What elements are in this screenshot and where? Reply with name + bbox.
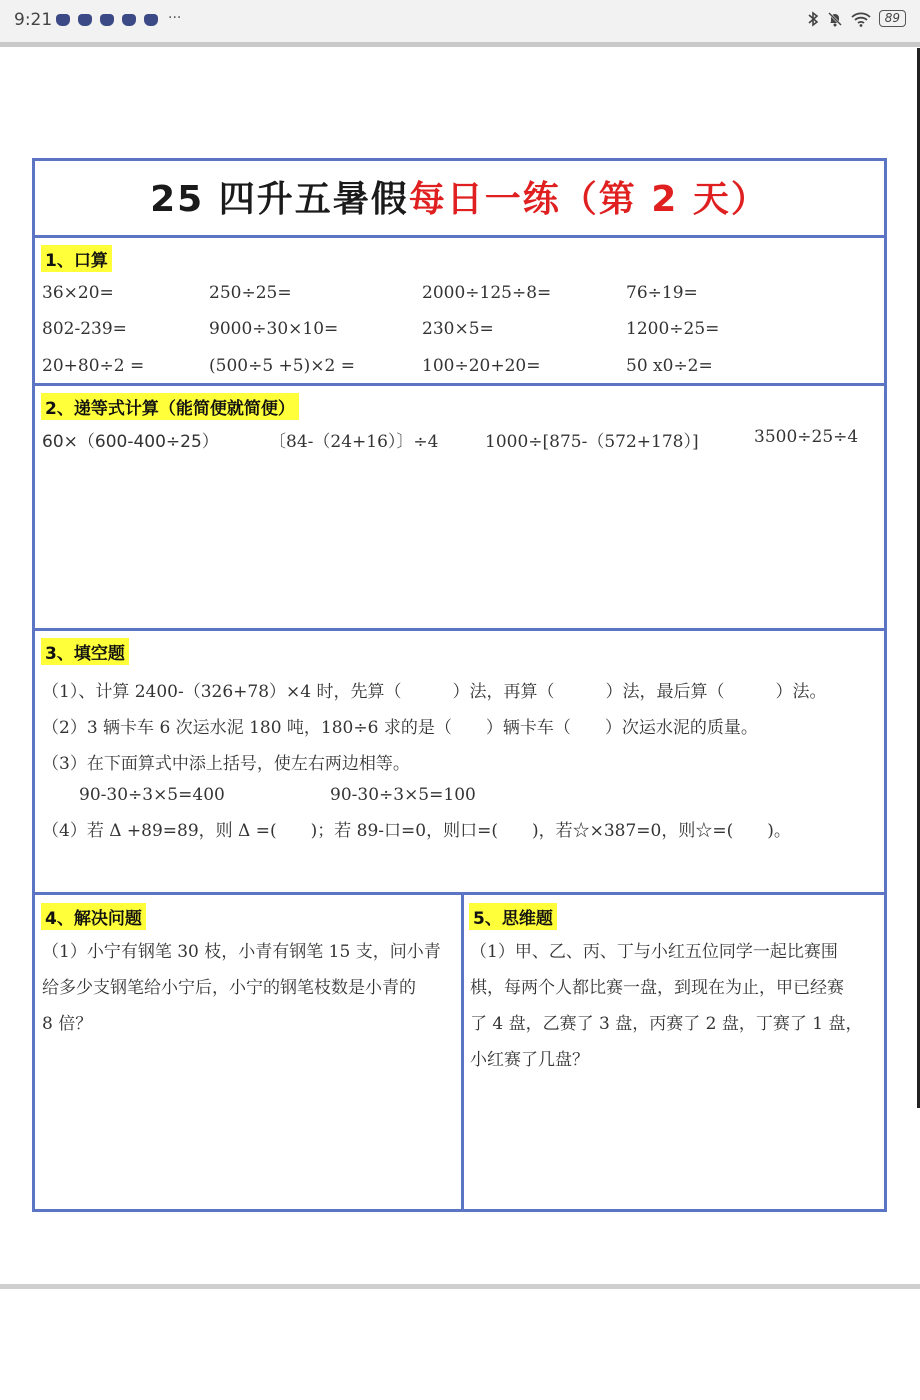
equation-item: 90-30÷3×5=400 <box>79 785 225 805</box>
step-calc-item: 〔84-（24+16）〕÷4 <box>269 432 439 452</box>
oral-calc-item: 76÷19= <box>626 283 698 303</box>
step-calc-item: 3500÷25÷4 <box>754 427 859 447</box>
oral-calc-item: 230×5= <box>422 319 494 339</box>
app-notification-icon <box>56 14 70 26</box>
oral-calc-item: 50 x0÷2= <box>626 356 713 376</box>
more-notifications-icon: ··· <box>168 10 182 26</box>
problem-line: 8 倍？ <box>42 1014 93 1034</box>
battery-icon: 89 <box>879 10 906 27</box>
section-3-heading: 3、填空题 <box>41 638 129 665</box>
problem-line: 了 4 盘，乙赛了 3 盘，丙赛了 2 盘，丁赛了 1 盘， <box>470 1014 863 1034</box>
oral-calc-item: 802-239= <box>42 319 127 339</box>
oral-calc-item: 36×20= <box>42 283 114 303</box>
notification-icons <box>56 10 182 26</box>
system-icons <box>807 10 906 27</box>
fill-blank-question: （1）、计算 2400-（326+78）×4 时，先算（ ）法，再算（ ）法，最后算（ ）法。 <box>42 682 827 702</box>
divider <box>35 628 884 631</box>
step-calc-item: 1000÷[875-（572+178）] <box>485 432 699 452</box>
oral-calc-item: 9000÷30×10= <box>209 319 339 339</box>
column-divider <box>461 895 464 1209</box>
app-notification-icon <box>144 14 158 26</box>
thinking-problem-text <box>470 934 882 1078</box>
app-notification-icon <box>100 14 114 26</box>
wifi-icon <box>851 11 871 27</box>
oral-calc-item: 250÷25= <box>209 283 292 303</box>
fill-blank-question: （4）若 Δ +89=89，则 Δ =( )；若 89-口=0，则口=( )，若☆×387=0，则☆=( )。 <box>42 821 791 841</box>
fill-blank-question: （3）在下面算式中添上括号，使左右两边相等。 <box>42 754 410 774</box>
problem-line: （1）小宁有钢笔 30 枝，小青有钢笔 15 支，问小青 <box>42 942 441 962</box>
section-1-heading: 1、口算 <box>41 245 112 272</box>
section-5-heading: 5、思维题 <box>469 903 557 930</box>
fill-blank-question: （2）3 辆卡车 6 次运水泥 180 吨，180÷6 求的是（ ）辆卡车（ ）次运水泥的质量。 <box>42 718 758 738</box>
oral-calc-item: 1200÷25= <box>626 319 720 339</box>
problem-line: 小红赛了几盘？ <box>470 1050 589 1070</box>
status-bar <box>0 0 920 42</box>
title-prefix: 25 四升五暑假 <box>150 179 409 220</box>
problem-text <box>42 934 458 1042</box>
problem-line: 棋，每两个人都比赛一盘，到现在为止，甲已经赛 <box>470 978 844 998</box>
problem-line: （1）甲、乙、丙、丁与小红五位同学一起比赛围 <box>470 942 838 962</box>
status-time: 9:21 <box>14 10 53 30</box>
oral-calc-item: 20+80÷2 = <box>42 356 145 376</box>
divider <box>35 892 884 895</box>
worksheet-title <box>35 171 884 222</box>
bluetooth-icon <box>807 11 819 27</box>
worksheet <box>32 158 887 1212</box>
app-notification-icon <box>122 14 136 26</box>
title-highlight: 每日一练（第 2 天） <box>408 179 769 220</box>
top-divider <box>0 42 920 47</box>
divider <box>35 235 884 238</box>
equation-item: 90-30÷3×5=100 <box>330 785 476 805</box>
section-2-heading: 2、递等式计算（能简便就简便） <box>41 393 299 420</box>
section-4-heading: 4、解决问题 <box>41 903 146 930</box>
bottom-divider <box>0 1284 920 1289</box>
divider <box>35 383 884 386</box>
oral-calc-item: 2000÷125÷8= <box>422 283 552 303</box>
oral-calc-item: (500÷5 +5)×2 = <box>209 356 355 376</box>
app-notification-icon <box>78 14 92 26</box>
problem-line: 给多少支钢笔给小宁后，小宁的钢笔枝数是小青的 <box>42 978 416 998</box>
step-calc-item: 60×（600-400÷25） <box>42 432 219 452</box>
mute-bell-icon <box>827 11 843 27</box>
oral-calc-item: 100÷20+20= <box>422 356 541 376</box>
